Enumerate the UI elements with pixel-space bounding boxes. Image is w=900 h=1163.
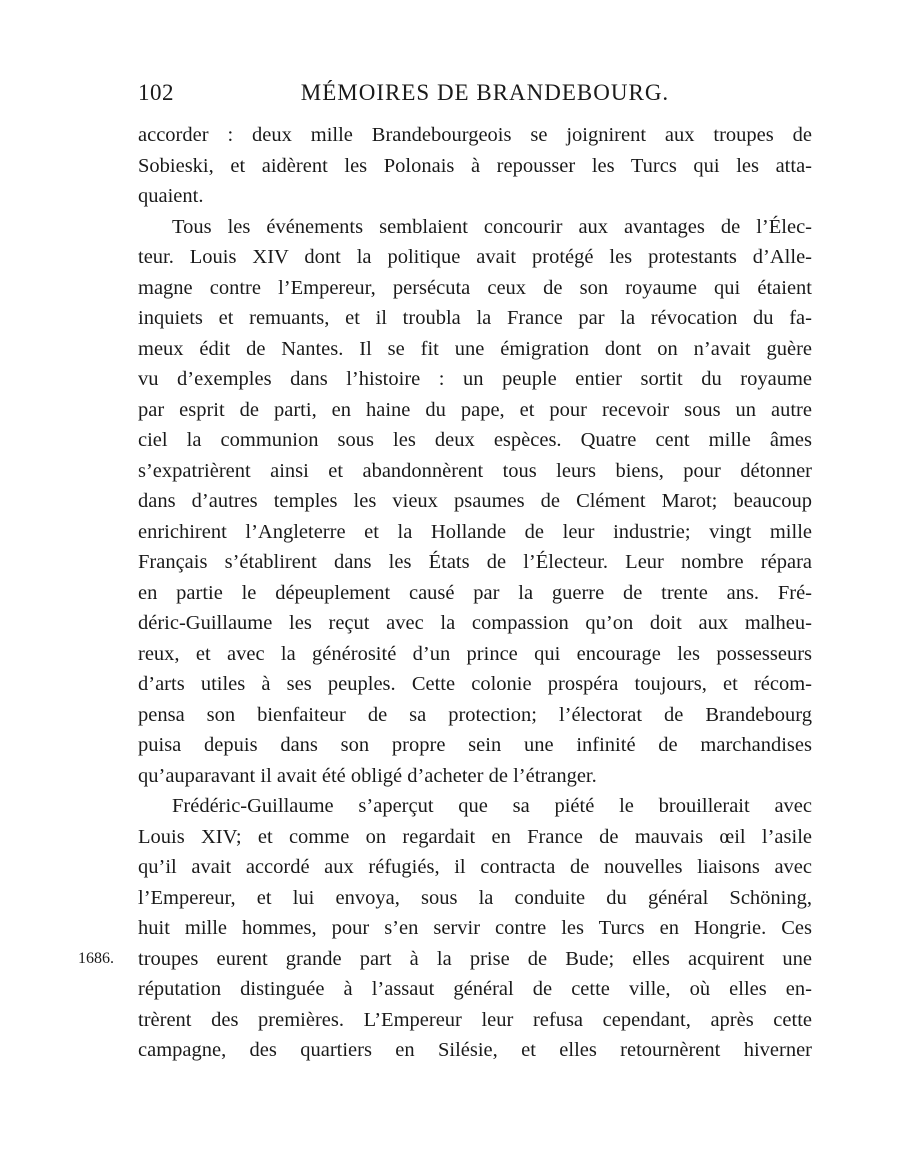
text-line: Frédéric-Guillaume s’aperçut que sa piété le brouillerait avec (172, 795, 812, 817)
text-line: en partie le dépeuplement causé par la guerre de trente ans. Fré- (138, 581, 812, 604)
running-title: MÉMOIRES DE BRANDEBOURG. (300, 80, 670, 105)
text-line: Louis XIV; et comme on regardait en France de mauvais œil l’asile (138, 825, 812, 848)
text-line: trèrent des premières. L’Empereur leur refusa cependant, après cette (138, 1008, 812, 1031)
text-line: l’Empereur, et lui envoya, sous la conduite du général Schöning, (138, 886, 812, 909)
text-line: Sobieski, et aidèrent les Polonais à repousser les Turcs qui les atta- (138, 154, 812, 177)
text-line: dans d’autres temples les vieux psaumes de Clément Marot; beaucoup (138, 490, 812, 512)
text-line: enrichirent l’Angleterre et la Hollande de leur industrie; vingt mille (138, 520, 812, 543)
text-line: Tous les événements semblaient concourir aux avantages de l’Élec- (172, 215, 812, 238)
text-line: s’expatrièrent ainsi et abandonnèrent tous leurs biens, pour détonner (138, 459, 812, 482)
text-line: accorder : deux mille Brandebourgeois se joignirent aux troupes de (138, 124, 812, 146)
text-line: puisa depuis dans son propre sein une infinité de marchandises (138, 734, 812, 756)
text-line: déric-Guillaume les reçut avec la compassion qu’on doit aux malheu- (138, 612, 812, 634)
text-line: ciel la communion sous les deux espèces. Quatre cent mille âmes (138, 429, 812, 451)
body-text (78, 120, 812, 1066)
page-number: 102 (138, 80, 174, 105)
text-line: réputation distinguée à l’assaut général de cette ville, où elles en- (138, 978, 812, 1000)
text-line: magne contre l’Empereur, persécuta ceux de son royaume qui étaient (138, 276, 812, 299)
text-line: inquiets et remuants, et il troubla la France par la révocation du fa- (138, 307, 812, 329)
text-line-with-margin-note (78, 944, 812, 975)
text-line: qu’auparavant il avait été obligé d’acheter de l’étranger. (138, 764, 597, 787)
text-line: campagne, des quartiers en Silésie, et elles retournèrent hiverner (138, 1039, 812, 1061)
text-line: huit mille hommes, pour s’en servir contre les Turcs en Hongrie. Ces (138, 917, 812, 939)
text-line: teur. Louis XIV dont la politique avait protégé les protestants d’Alle- (138, 246, 812, 268)
running-head (138, 80, 812, 110)
margin-note-year: 1686. (78, 949, 114, 967)
text-line: pensa son bienfaiteur de sa protection; l’électorat de Brandebourg (138, 703, 812, 726)
text-line: d’arts utiles à ses peuples. Cette colonie prospéra toujours, et récom- (138, 673, 812, 695)
text-line: meux édit de Nantes. Il se fit une émigration dont on n’avait guère (138, 337, 812, 360)
text-line: reux, et avec la générosité d’un prince qui encourage les possesseurs (138, 642, 812, 665)
text-line: Français s’établirent dans les États de l’Électeur. Leur nombre répara (138, 551, 812, 573)
text-line: quaient. (138, 185, 204, 207)
text-line-content: troupes eurent grande part à la prise de Bude; elles acquirent une (138, 947, 812, 970)
text-line: vu d’exemples dans l’histoire : un peuple entier sortit du royaume (138, 368, 812, 390)
text-line: qu’il avait accordé aux réfugiés, il contracta de nouvelles liaisons avec (138, 856, 812, 878)
text-line: par esprit de parti, en haine du pape, et pour recevoir sous un autre (138, 398, 812, 421)
